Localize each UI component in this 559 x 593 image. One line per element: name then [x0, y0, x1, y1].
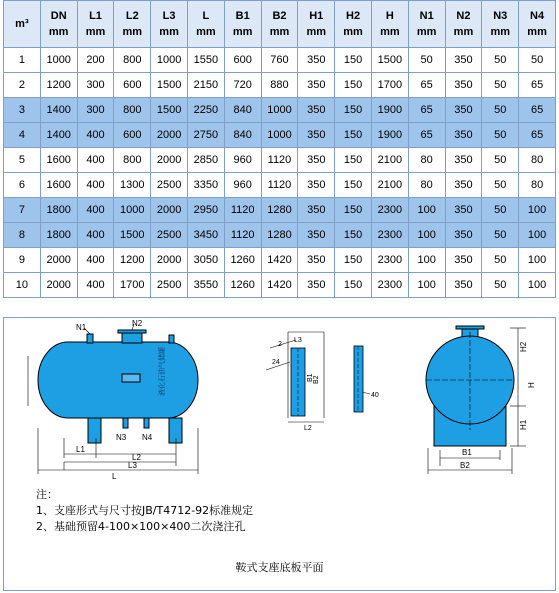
header-cell-4: L3 mm — [151, 1, 188, 48]
saddle-detail — [266, 332, 379, 432]
caption: 鞍式支座底板平面 — [235, 561, 324, 574]
table-cell: 1 — [4, 48, 41, 73]
table-cell: 1500 — [151, 73, 188, 98]
table-cell: 2500 — [151, 223, 188, 248]
table-row — [4, 123, 556, 148]
notes — [36, 487, 253, 535]
table-cell: 9 — [4, 248, 41, 273]
table-cell: 50 — [519, 48, 556, 73]
end-nozzle-flange — [456, 326, 484, 329]
table-cell: 350 — [298, 198, 335, 223]
table-cell: 2000 — [151, 148, 188, 173]
table-cell: 1280 — [261, 198, 298, 223]
table-cell: 3 — [4, 98, 41, 123]
table-cell: 100 — [519, 198, 556, 223]
table-cell: 2150 — [187, 73, 224, 98]
table-cell: 3350 — [187, 173, 224, 198]
table-cell: 50 — [482, 223, 519, 248]
table-cell: 2850 — [187, 148, 224, 173]
table-cell: 350 — [445, 98, 482, 123]
table-cell: 400 — [77, 173, 114, 198]
table-row — [4, 98, 556, 123]
header-cell-7: B2 mm — [261, 1, 298, 48]
table-cell: 2250 — [187, 98, 224, 123]
table-cell: 5 — [4, 148, 41, 173]
table-cell: 100 — [519, 273, 556, 298]
table-row — [4, 173, 556, 198]
label-h2: H2 — [519, 341, 528, 352]
header-cell-10: H mm — [371, 1, 408, 48]
table-cell: 400 — [77, 223, 114, 248]
table-row — [4, 273, 556, 298]
table-cell: 100 — [408, 273, 445, 298]
table-cell: 350 — [298, 248, 335, 273]
table-cell: 350 — [298, 123, 335, 148]
header-cell-13: N3 mm — [482, 1, 519, 48]
table-cell: 2500 — [151, 173, 188, 198]
tank-body — [38, 342, 198, 418]
note-item-2: 2、基础预留4-100×100×400二次浇注孔 — [36, 520, 246, 533]
table-cell: 350 — [298, 73, 335, 98]
table-cell: 350 — [445, 198, 482, 223]
table-cell: 100 — [408, 223, 445, 248]
label-dim-2: 2 — [278, 341, 282, 348]
label-detail-b1: B1 — [307, 373, 314, 382]
table-cell: 400 — [77, 123, 114, 148]
table-cell: 800 — [114, 148, 151, 173]
table-cell: 50 — [482, 198, 519, 223]
table-cell: 80 — [519, 173, 556, 198]
table-cell: 300 — [77, 73, 114, 98]
label-detail-l2: L2 — [304, 425, 312, 432]
table-cell: 100 — [408, 248, 445, 273]
table-cell: 10 — [4, 273, 41, 298]
table-cell: 720 — [224, 73, 261, 98]
table-cell: 300 — [77, 98, 114, 123]
nozzle-n1 — [87, 334, 93, 343]
header-row — [4, 1, 556, 48]
table-cell: 350 — [445, 148, 482, 173]
table-cell: 150 — [335, 273, 372, 298]
label-dim-40: 40 — [371, 392, 379, 399]
table-cell: 1420 — [261, 248, 298, 273]
label-h: H — [527, 382, 536, 388]
table-row — [4, 148, 556, 173]
table-cell: 1900 — [371, 123, 408, 148]
table-row — [4, 48, 556, 73]
table-cell: 50 — [482, 273, 519, 298]
table-cell: 150 — [335, 223, 372, 248]
table-cell: 6 — [4, 173, 41, 198]
table-row — [4, 248, 556, 273]
table-cell: 1500 — [151, 98, 188, 123]
header-cell-3: L2 mm — [114, 1, 151, 48]
table-cell: 350 — [298, 48, 335, 73]
label-detail-b2: B2 — [313, 375, 320, 384]
table-cell: 350 — [445, 173, 482, 198]
table-cell: 960 — [224, 148, 261, 173]
table-cell: 2300 — [371, 198, 408, 223]
table-cell: 350 — [445, 73, 482, 98]
header-cell-14: N4 mm — [519, 1, 556, 48]
table-cell: 50 — [482, 123, 519, 148]
table-cell: 1600 — [40, 148, 77, 173]
table-cell: 2300 — [371, 273, 408, 298]
front-view — [38, 330, 198, 443]
table-cell: 350 — [445, 223, 482, 248]
spec-table — [3, 0, 556, 298]
table-cell: 65 — [408, 73, 445, 98]
table-cell: 400 — [77, 148, 114, 173]
table-cell: 350 — [445, 273, 482, 298]
nozzle-n2-flange — [118, 330, 146, 333]
table-cell: 600 — [224, 48, 261, 73]
table-cell: 1800 — [40, 198, 77, 223]
table-cell: 1280 — [261, 223, 298, 248]
table-cell: 800 — [114, 48, 151, 73]
table-row — [4, 73, 556, 98]
table-cell: 1120 — [224, 198, 261, 223]
table-cell: 150 — [335, 48, 372, 73]
table-cell: 840 — [224, 98, 261, 123]
label-n1: N1 — [76, 323, 87, 332]
table-cell: 65 — [519, 98, 556, 123]
table-cell: 350 — [445, 248, 482, 273]
table-cell: 1700 — [114, 273, 151, 298]
table-row — [4, 223, 556, 248]
table-cell: 2500 — [151, 273, 188, 298]
table-cell: 100 — [519, 223, 556, 248]
drawing-panel — [3, 317, 556, 591]
table-cell: 1000 — [261, 98, 298, 123]
header-cell-2: L1 mm — [77, 1, 114, 48]
table-cell: 200 — [77, 48, 114, 73]
nozzle-n4 — [144, 418, 149, 428]
saddle-right — [169, 418, 182, 443]
nozzle-n2 — [122, 332, 142, 343]
table-cell: 350 — [298, 173, 335, 198]
table-cell: 150 — [335, 248, 372, 273]
table-cell: 3050 — [187, 248, 224, 273]
table-cell: 350 — [445, 48, 482, 73]
table-cell: 65 — [408, 123, 445, 148]
header-cell-8: H1 mm — [298, 1, 335, 48]
table-cell: 50 — [482, 73, 519, 98]
table-cell: 1420 — [261, 273, 298, 298]
table-cell: 350 — [298, 148, 335, 173]
table-cell: 3450 — [187, 223, 224, 248]
table-cell: 1000 — [114, 198, 151, 223]
header-cell-9: H2 mm — [335, 1, 372, 48]
table-cell: 1400 — [40, 123, 77, 148]
table-cell: 350 — [298, 223, 335, 248]
drawing-svg — [4, 318, 555, 590]
table-cell: 1260 — [224, 248, 261, 273]
table-cell: 1400 — [40, 98, 77, 123]
label-l: L — [112, 472, 117, 481]
header-cell-11: N1 mm — [408, 1, 445, 48]
label-n4: N4 — [142, 433, 153, 442]
table-cell: 400 — [77, 198, 114, 223]
table-cell: 1260 — [224, 273, 261, 298]
table-cell: 7 — [4, 198, 41, 223]
table-cell: 150 — [335, 173, 372, 198]
table-row — [4, 198, 556, 223]
tank-text: 液化石油气储罐 — [159, 347, 166, 396]
table-cell: 400 — [77, 273, 114, 298]
table-cell: 1000 — [151, 48, 188, 73]
table-cell: 600 — [114, 73, 151, 98]
table-cell: 50 — [482, 48, 519, 73]
table-cell: 2750 — [187, 123, 224, 148]
table-cell: 2000 — [151, 123, 188, 148]
table-cell: 1700 — [371, 73, 408, 98]
nozzle-n3 — [123, 418, 128, 428]
label-dim-24: 24 — [272, 359, 280, 366]
table-cell: 350 — [445, 123, 482, 148]
table-cell: 50 — [408, 48, 445, 73]
table-cell: 1120 — [261, 148, 298, 173]
label-detail-l3: L3 — [294, 337, 302, 344]
table-cell: 840 — [224, 123, 261, 148]
header-cell-0: m³ — [4, 1, 41, 48]
table-cell: 1500 — [114, 223, 151, 248]
saddle-end-plate — [354, 346, 363, 412]
table-cell: 1300 — [114, 173, 151, 198]
table-cell: 1500 — [371, 48, 408, 73]
table-cell: 2000 — [40, 248, 77, 273]
table-cell: 65 — [519, 123, 556, 148]
table-cell: 4 — [4, 123, 41, 148]
table-cell: 80 — [519, 148, 556, 173]
note-item-1: 1、支座形式与尺寸按JB/T4712-92标准规定 — [36, 504, 254, 517]
table-cell: 50 — [482, 148, 519, 173]
table-cell: 350 — [298, 273, 335, 298]
label-b2: B2 — [460, 461, 470, 470]
notes-title: 注： — [36, 488, 58, 501]
header-cell-12: N2 mm — [445, 1, 482, 48]
label-h1: H1 — [519, 419, 528, 430]
table-cell: 1200 — [40, 73, 77, 98]
table-cell: 760 — [261, 48, 298, 73]
table-cell: 2100 — [371, 173, 408, 198]
table-cell: 2 — [4, 73, 41, 98]
table-cell: 600 — [114, 123, 151, 148]
table-cell: 350 — [298, 98, 335, 123]
table-cell: 65 — [408, 98, 445, 123]
label-n2: N2 — [132, 319, 143, 328]
table-cell: 100 — [519, 248, 556, 273]
header-cell-1: DN mm — [40, 1, 77, 48]
table-cell: 150 — [335, 123, 372, 148]
table-cell: 2000 — [151, 198, 188, 223]
nozzle-top-right — [169, 335, 174, 343]
table-cell: 2000 — [151, 248, 188, 273]
label-n3: N3 — [116, 433, 127, 442]
table-cell: 800 — [114, 98, 151, 123]
table-cell: 1800 — [40, 223, 77, 248]
label-b1: B1 — [462, 448, 472, 457]
table-cell: 2950 — [187, 198, 224, 223]
table-cell: 150 — [335, 98, 372, 123]
table-cell: 1000 — [40, 48, 77, 73]
table-cell: 2300 — [371, 248, 408, 273]
table-cell: 50 — [482, 173, 519, 198]
table-cell: 1900 — [371, 98, 408, 123]
table-cell: 150 — [335, 148, 372, 173]
header-cell-6: B1 mm — [224, 1, 261, 48]
table-cell: 50 — [482, 248, 519, 273]
table-cell: 1200 — [114, 248, 151, 273]
table-cell: 2100 — [371, 148, 408, 173]
table-cell: 100 — [408, 198, 445, 223]
table-body — [4, 48, 556, 298]
nameplate — [122, 374, 140, 382]
table-cell: 150 — [335, 73, 372, 98]
table-cell: 65 — [519, 73, 556, 98]
table-cell: 960 — [224, 173, 261, 198]
table-cell: 1600 — [40, 173, 77, 198]
label-l1: L1 — [76, 445, 85, 454]
table-cell: 880 — [261, 73, 298, 98]
table-cell: 80 — [408, 148, 445, 173]
table-cell: 8 — [4, 223, 41, 248]
table-cell: 1120 — [261, 173, 298, 198]
label-l2: L2 — [132, 453, 141, 462]
table-cell: 50 — [482, 98, 519, 123]
table-cell: 2300 — [371, 223, 408, 248]
table-cell: 400 — [77, 248, 114, 273]
saddle-left — [88, 418, 101, 443]
table-cell: 1120 — [224, 223, 261, 248]
table-cell: 80 — [408, 173, 445, 198]
table-cell: 150 — [335, 198, 372, 223]
table-cell: 1550 — [187, 48, 224, 73]
table-cell: 1000 — [261, 123, 298, 148]
label-l3: L3 — [128, 461, 137, 470]
table-cell: 3550 — [187, 273, 224, 298]
header-cell-5: L mm — [187, 1, 224, 48]
table-cell: 2000 — [40, 273, 77, 298]
